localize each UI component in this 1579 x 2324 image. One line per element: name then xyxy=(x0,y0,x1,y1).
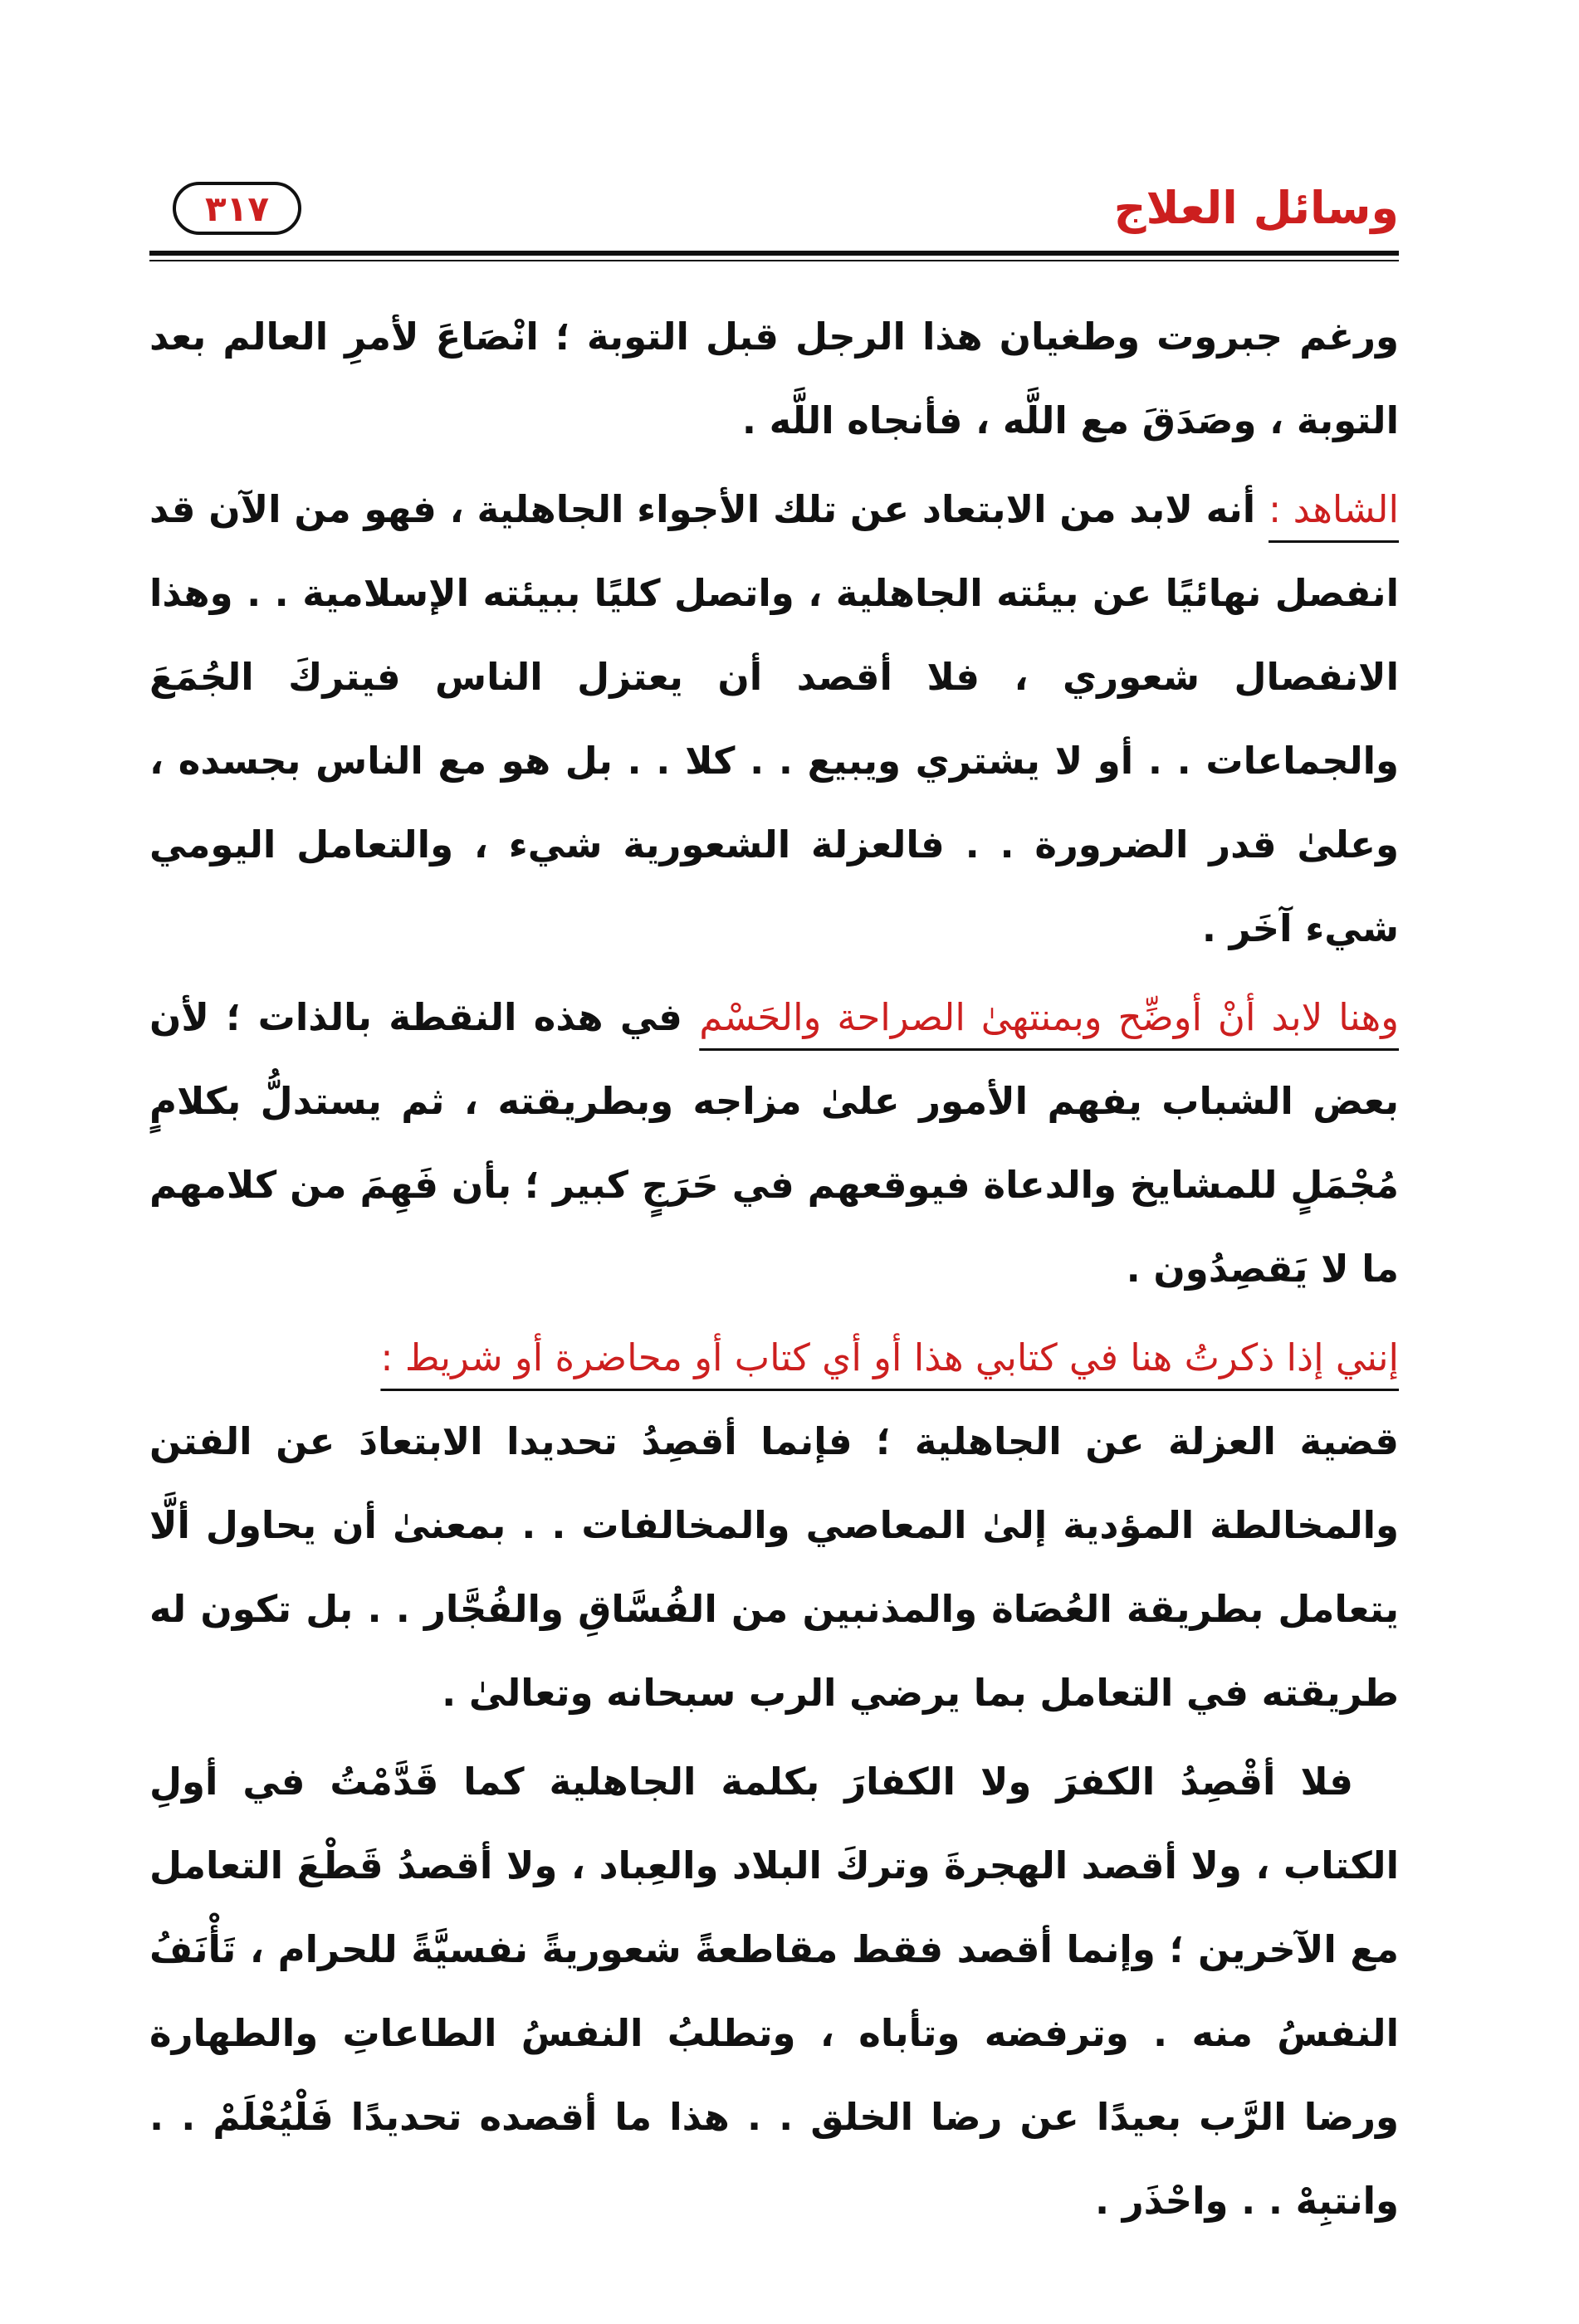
paragraph-3-text: في هذه النقطة بالذات ؛ لأن بعض الشباب يفهم الأمور علىٰ مزاجه وبطريقته ، ثم يستدلُّ بكلامٍ مُجْمَلٍ للمشايخ والدعاة فيوقعهم في حَرَجٍ كبير ؛ بأن فَهِمَ من كلامهم ما لا يَقصِدُون . xyxy=(149,995,1399,1291)
running-title: وسائل العلاج xyxy=(1113,182,1399,234)
paragraph-3 xyxy=(149,975,1399,1311)
header-rule-thin xyxy=(149,260,1399,261)
red-heading: إنني إذا ذكرتُ هنا في كتابي هذا أو أي كتاب أو محاضرة أو شريط : xyxy=(380,1335,1399,1379)
paragraph-2-text: أنه لابد من الابتعاد عن تلك الأجواء الجاهلية ، فهو من الآن قد انفصل نهائيًا عن بيئته الجاهلية ، واتصل كليًا ببيئته الإسلامية . . وهذا الانفصال شعوري ، فلا أقصد أن يعتزل الناس فيتركَ الجُمَعَ والجماعات . . أو لا يشتري ويبيع . . كلا . . بل هو مع الناس بجسده ، وعلىٰ قدر الضرورة . . فالعزلة الشعورية شيء ، والتعامل اليومي شيء آخَر . xyxy=(149,487,1399,950)
page-number-badge: ٣١٧ xyxy=(173,182,301,235)
paragraph-4-heading xyxy=(149,1316,1399,1399)
emphasis-red-phrase: وهنا لابد أنْ أوضِّح وبمنتهىٰ الصراحة والحَسْم xyxy=(699,995,1399,1039)
body-text xyxy=(149,295,1399,2243)
paragraph-5: قضية العزلة عن الجاهلية ؛ فإنما أقصِدُ تحديدا الابتعادَ عن الفتن والمخالطة المؤدية إلىٰ المعاصي والمخالفات . . بمعنىٰ أن يحاول ألَّا يتعامل بطريقة العُصَاة والمذنبين من الفُسَّاقِ والفُجَّار . . بل تكون له طريقته في التعامل بما يرضي الرب سبحانه وتعالىٰ . xyxy=(149,1419,1399,1715)
witness-label: الشاهد : xyxy=(1269,487,1399,531)
paragraph-1: ورغم جبروت وطغيان هذا الرجل قبل التوبة ؛ انْصَاعَ لأمرِ العالم بعد التوبة ، وصَدَقَ مع اللَّه ، فأنجاه اللَّه . xyxy=(149,315,1399,442)
page-header xyxy=(149,170,1399,257)
paragraph-6: فلا أقْصِدُ الكفرَ ولا الكفارَ بكلمة الجاهلية كما قَدَّمْتُ في أولِ الكتاب ، ولا أقصد الهجرةَ وتركَ البلاد والعِباد ، ولا أقصدُ قَطْعَ التعامل مع الآخرين ؛ وإنما أقصد فقط مقاطعةً شعوريةً نفسيَّةً للحرام ، تَأْنَفُ النفسُ منه . وترفضه وتأباه ، وتطلبُ النفسُ الطاعاتِ والطهارة ورضا الرَّب بعيدًا عن رضا الخلق . . هذا ما أقصده تحديدًا فَلْيُعْلَمْ . . وانتبِهْ . . واحْذَر . xyxy=(149,1760,1399,2223)
header-rule-thick xyxy=(149,251,1399,256)
paragraph-2 xyxy=(149,467,1399,970)
